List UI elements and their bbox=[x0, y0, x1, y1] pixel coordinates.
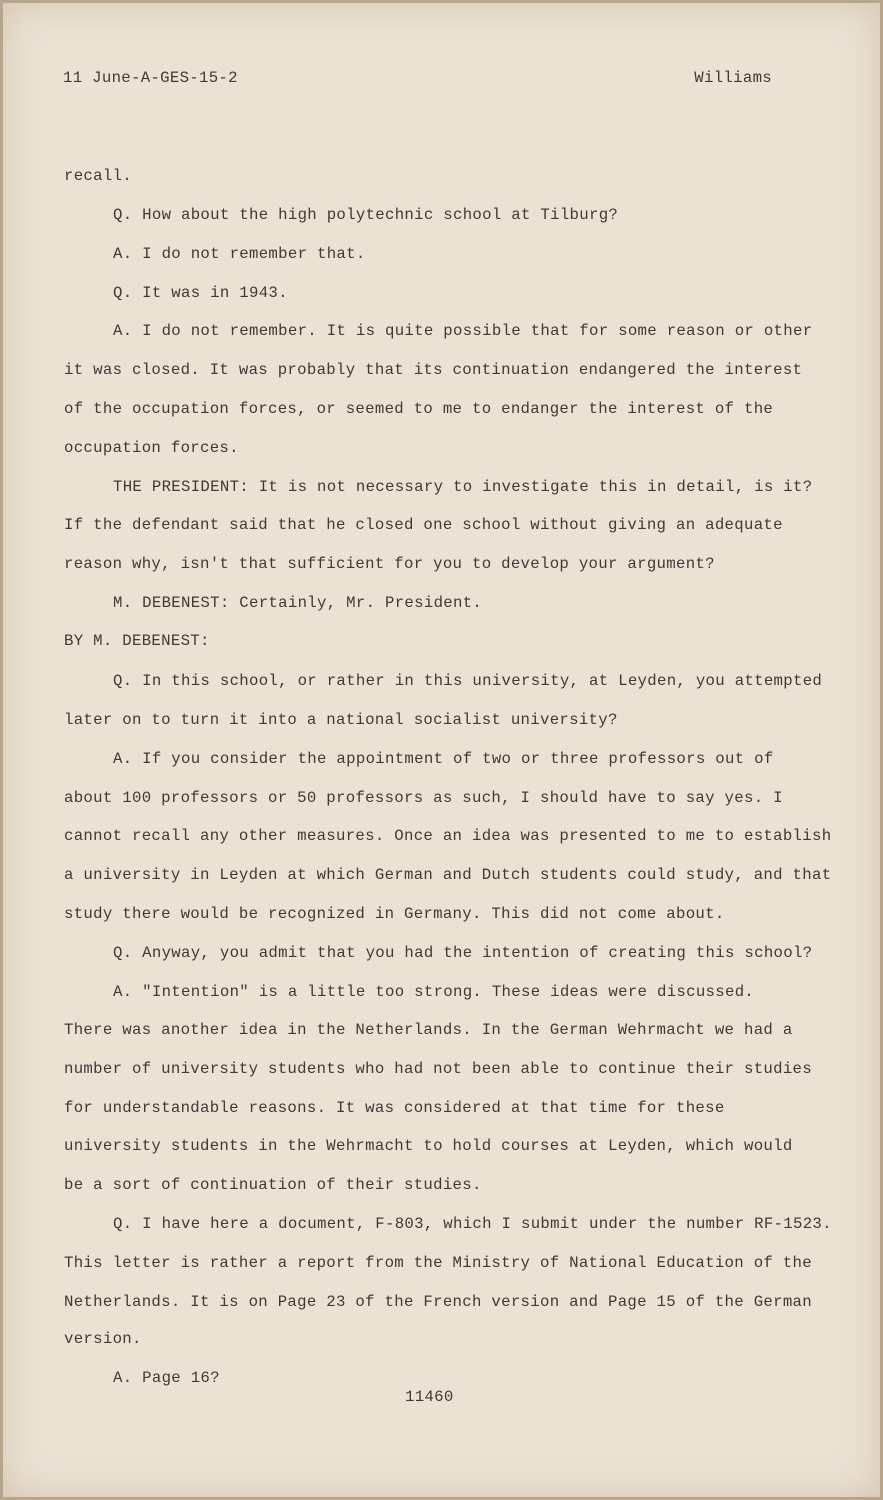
text-line: Q. How about the high polytechnic school at Tilburg? bbox=[113, 206, 619, 224]
text-line: BY M. DEBENEST: bbox=[64, 632, 210, 650]
text-line: A. I do not remember. It is quite possible that for some reason or other bbox=[113, 322, 813, 340]
text-line: occupation forces. bbox=[64, 439, 239, 457]
text-line: M. DEBENEST: Certainly, Mr. President. bbox=[113, 594, 483, 612]
text-line: a university in Leyden at which German and Dutch students could study, and that bbox=[64, 866, 832, 884]
text-line: recall. bbox=[64, 167, 132, 185]
text-line: A. "Intention" is a little too strong. These ideas were discussed. bbox=[113, 983, 755, 1001]
text-line: number of university students who had not been able to continue their studies bbox=[64, 1060, 812, 1078]
text-line: A. If you consider the appointment of two or three professors out of bbox=[113, 750, 774, 768]
text-line: be a sort of continuation of their studies. bbox=[64, 1176, 482, 1194]
document-page bbox=[3, 3, 880, 1497]
text-line: university students in the Wehrmacht to hold courses at Leyden, which would bbox=[64, 1137, 793, 1155]
text-line: Netherlands. It is on Page 23 of the French version and Page 15 of the German bbox=[64, 1293, 812, 1311]
text-line: THE PRESIDENT: It is not necessary to investigate this in detail, is it? bbox=[113, 478, 813, 496]
text-line: later on to turn it into a national socialist university? bbox=[64, 711, 618, 729]
text-line: version. bbox=[64, 1330, 142, 1348]
text-line: Q. Anyway, you admit that you had the intention of creating this school? bbox=[113, 944, 813, 962]
text-line: of the occupation forces, or seemed to me to endanger the interest of the bbox=[64, 400, 774, 418]
text-line: cannot recall any other measures. Once an idea was presented to me to establish bbox=[64, 827, 832, 845]
text-line: it was closed. It was probably that its continuation endangered the interest bbox=[64, 361, 803, 379]
text-line: study there would be recognized in Germany. This did not come about. bbox=[64, 905, 725, 923]
header-reference: 11 June-A-GES-15-2 bbox=[63, 69, 238, 87]
text-line: A. I do not remember that. bbox=[113, 245, 366, 263]
header-name: Williams bbox=[694, 69, 772, 87]
text-line: A. Page 16? bbox=[113, 1369, 220, 1387]
text-line: about 100 professors or 50 professors as such, I should have to say yes. I bbox=[64, 789, 783, 807]
text-line: Q. It was in 1943. bbox=[113, 284, 288, 302]
text-line: If the defendant said that he closed one school without giving an adequate bbox=[64, 516, 783, 534]
text-line: This letter is rather a report from the Ministry of National Education of the bbox=[64, 1254, 812, 1272]
text-line: Q. I have here a document, F-803, which I submit under the number RF-1523. bbox=[113, 1215, 832, 1233]
text-line: Q. In this school, or rather in this university, at Leyden, you attempted bbox=[113, 672, 823, 690]
text-line: for understandable reasons. It was considered at that time for these bbox=[64, 1099, 725, 1117]
page-number: 11460 bbox=[405, 1388, 454, 1406]
text-line: reason why, isn't that sufficient for you to develop your argument? bbox=[64, 555, 715, 573]
text-line: There was another idea in the Netherlands. In the German Wehrmacht we had a bbox=[64, 1021, 793, 1039]
